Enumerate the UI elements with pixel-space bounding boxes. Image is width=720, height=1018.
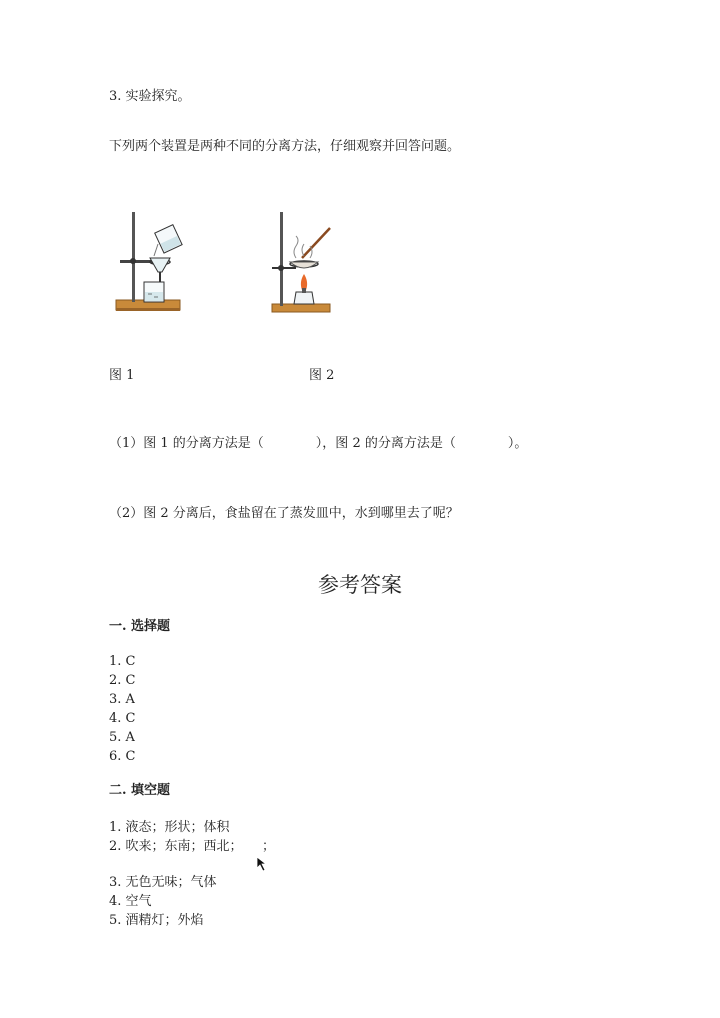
mouse-pointer-icon bbox=[256, 856, 270, 872]
section-2-item: 5. 酒精灯；外焰 bbox=[109, 913, 204, 928]
filtration-apparatus-icon bbox=[108, 208, 192, 324]
question-heading: 3. 实验探究。 bbox=[109, 89, 191, 104]
section-1-item: 2. C bbox=[109, 673, 136, 688]
figure-2-label: 图 2 bbox=[309, 368, 335, 383]
section-2-item: 3. 无色无味；气体 bbox=[109, 875, 217, 890]
question-intro: 下列两个装置是两种不同的分离方法，仔细观察并回答问题。 bbox=[109, 139, 461, 154]
sub-question-2: （2）图 2 分离后，食盐留在了蒸发皿中，水到哪里去了呢？ bbox=[109, 506, 459, 521]
section-2-item: 2. 吹来；东南；西北； ； bbox=[109, 839, 276, 854]
figure-1-label: 图 1 bbox=[109, 368, 135, 383]
answers-title: 参考答案 bbox=[318, 573, 402, 597]
section-2-item: 4. 空气 bbox=[109, 894, 152, 909]
section-2-heading: 二. 填空题 bbox=[109, 783, 171, 798]
section-1-item: 4. C bbox=[109, 711, 136, 726]
sub-question-1: （1）图 1 的分离方法是（ ），图 2 的分离方法是（ ）。 bbox=[109, 436, 528, 451]
section-1-item: 6. C bbox=[109, 749, 136, 764]
evaporation-apparatus-icon bbox=[266, 208, 338, 320]
section-1-item: 1. C bbox=[109, 654, 136, 669]
section-2-item: 1. 液态；形状；体积 bbox=[109, 820, 230, 835]
section-1-item: 5. A bbox=[109, 730, 135, 745]
section-1-item: 3. A bbox=[109, 692, 135, 707]
section-1-heading: 一. 选择题 bbox=[109, 619, 171, 634]
